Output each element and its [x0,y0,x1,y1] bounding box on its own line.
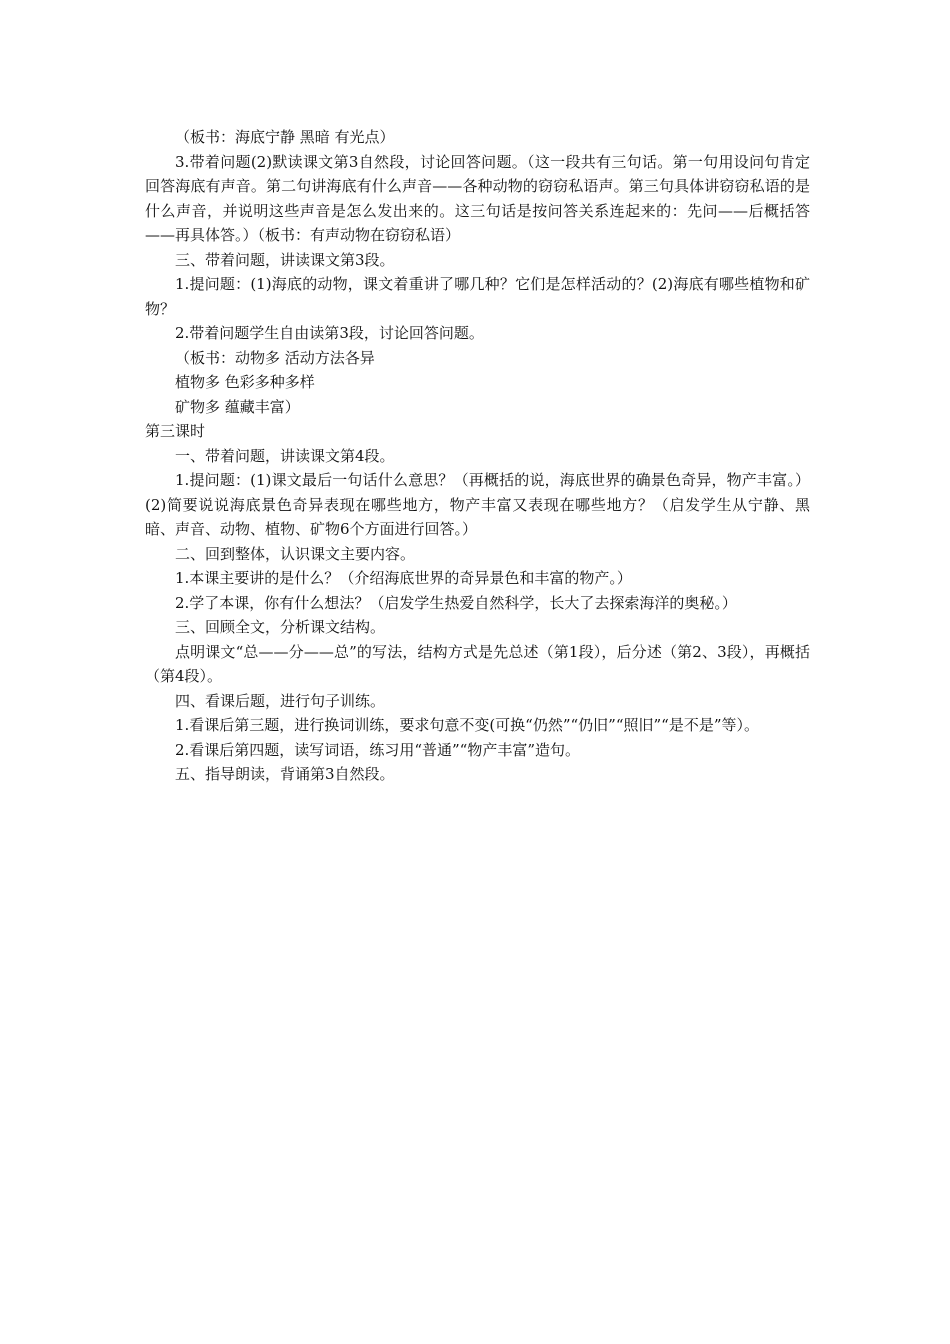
lesson-heading-third: 第三课时 [145,422,206,440]
paragraph-last-sentence-question: 1.提问题：(1)课文最后一句话什么意思？（再概括的说，海底世界的确景色奇异，物产丰富。）(2)简要说说海底景色奇异表现在哪些地方，物产丰富又表现在哪些地方？（启发学生从宁静、黑暗、声音、动物、植物、矿物6个方面进行回答。） [145,471,810,538]
paragraph-main-content: 1.本课主要讲的是什么？（介绍海底世界的奇异景色和丰富的物产。） [175,569,632,587]
paragraph-board-note-1: （板书：海底宁静 黑暗 有光点） [175,128,395,146]
paragraph-word-replacement: 1.看课后第三题，进行换词训练，要求句意不变(可换“仍然”“仍旧”“照旧”“是不是”等）。 [175,716,760,734]
board-note-plants: 植物多 色彩多种多样 [175,373,315,391]
paragraph-step-3-discussion: 3.带着问题(2)默读课文第3自然段，讨论回答问题。（这一段共有三句话。第一句用设问句肯定回答海底有声音。第二句讲海底有什么声音——各种动物的窃窃私语声。第三句具体讲窃窃私语的是什么声音，并说明这些声音是怎么发出来的。这三句话是按问答关系连起来的：先问——后概括答——再具体答。）（板书：有声动物在窃窃私语） [145,152,810,244]
paragraph-structure: 点明课文“总——分——总”的写法，结构方式是先总述（第1段），后分述（第2、3段），再概括（第4段）。 [145,642,810,685]
section-heading-paragraph-4: 一、带着问题，讲读课文第4段。 [175,446,395,465]
section-heading-exercises: 四、看课后题，进行句子训练。 [175,691,386,710]
section-heading-reading: 五、指导朗读，背诵第3自然段。 [175,765,395,783]
paragraph-questions: 1.提问题：(1)海底的动物，课文着重讲了哪几种？它们是怎样活动的？(2)海底有哪些植物和矿物？ [145,275,810,318]
board-note-minerals: 矿物多 蕴藏丰富） [175,397,300,416]
section-heading-paragraph-3: 三、带着问题，讲读课文第3段。 [175,250,395,269]
paragraph-free-reading: 2.带着问题学生自由读第3段，讨论回答问题。 [175,324,484,342]
paragraph-sentence-making: 2.看课后第四题，读写词语，练习用“普通”“物产丰富”造句。 [175,740,580,759]
section-heading-whole: 二、回到整体，认识课文主要内容。 [175,544,416,563]
board-note-animals: （板书：动物多 活动方法各异 [175,348,375,367]
section-heading-review: 三、回顾全文，分析课文结构。 [175,618,386,636]
document-page [145,125,810,787]
paragraph-thoughts: 2.学了本课，你有什么想法？（启发学生热爱自然科学，长大了去探索海洋的奥秘。） [175,593,737,612]
